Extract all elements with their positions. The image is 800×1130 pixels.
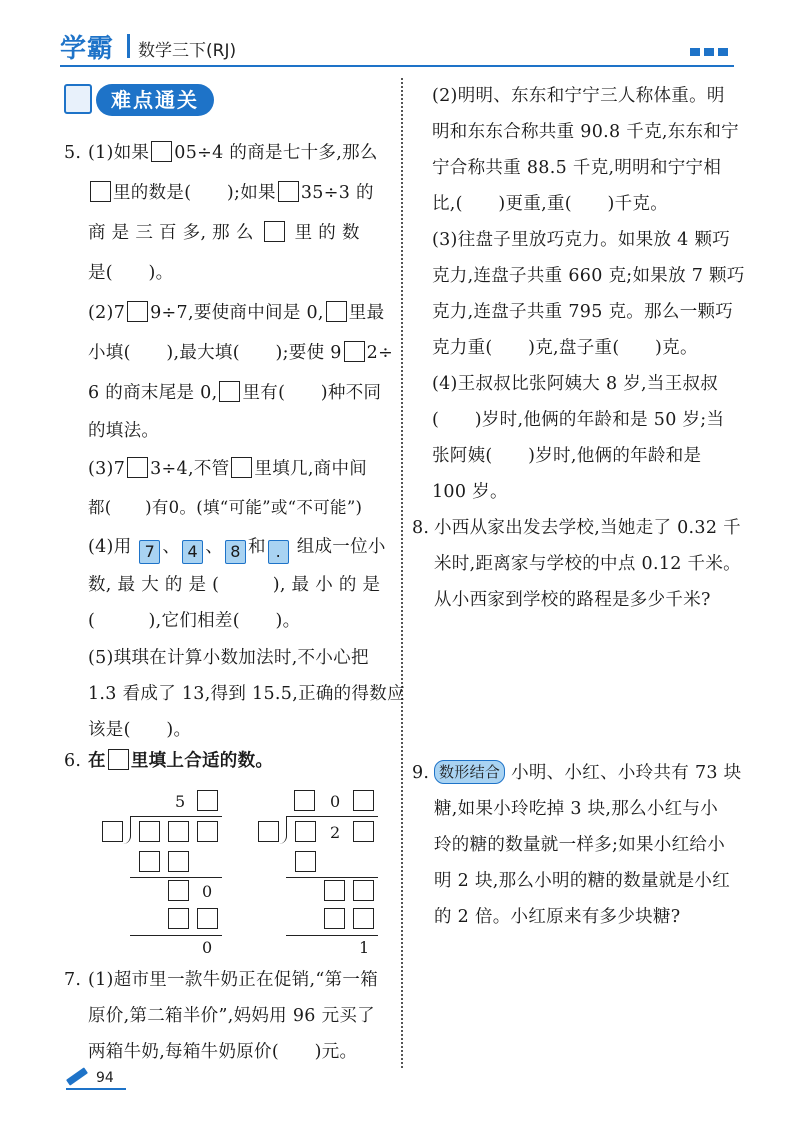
q8-line2: 米时,距离家与学校的中点 0.12 千米。 [434,554,741,574]
remainder: 0 [202,938,213,957]
section-banner [64,82,214,118]
digit-card: 8 [225,540,246,564]
q8-number: 8. [412,518,430,538]
page-number: 94 [96,1070,114,1086]
notebook-icon [64,84,92,114]
q5-p3-line1: (3)7 3÷4,不管 里填几,商中间 [88,459,368,479]
q6-number: 6. [64,751,82,771]
digit: 0 [202,882,213,901]
answer-box[interactable] [353,790,374,811]
q7-line3: 两箱牛奶,每箱牛奶原价( )元。 [88,1042,358,1062]
divisor-box[interactable] [102,821,123,842]
answer-box[interactable] [197,908,218,929]
quotient-digit: 0 [330,792,341,811]
answer-box[interactable] [127,457,148,478]
q9-line4: 明 2 块,那么小明的糖的数量就是小红 [434,871,731,891]
q5-p3-line2: 都( )有0。(填“可能”或“不可能”) [88,498,363,517]
q5-p1-line1: (1)如果 05÷4 的商是七十多,那么 [88,143,378,163]
brand-logo: 学霸 [60,34,115,64]
q7-line1: (1)超市里一款牛奶正在促销,“第一箱 [88,970,378,990]
answer-box[interactable] [108,749,129,770]
q5-p5-line3: 该是( )。 [88,720,192,740]
q7-line2: 原价,第二箱半价”,妈妈用 96 元买了 [88,1006,375,1026]
q7-part4-line2: ( )岁时,他俩的年龄和是 50 岁;当 [432,410,725,430]
q7-part3-line3: 克力,连盘子共重 795 克。那么一颗巧 [432,302,734,322]
q5-p2-line1: (2)7 9÷7,要使商中间是 0, 里最 [88,303,385,323]
section-title: 难点通关 [96,84,214,116]
answer-box[interactable] [326,301,347,322]
q9-line3: 玲的糖的数量就一样多;如果小红给小 [434,835,725,855]
header-decoration [690,48,700,56]
q9-line5: 的 2 倍。小红原来有多少块糖? [434,907,681,927]
q7-part2-line1: (2)明明、东东和宁宁三人称体重。明 [432,86,725,106]
subject-title: 数学三下(RJ) [138,41,237,61]
answer-box[interactable] [168,821,189,842]
answer-box[interactable] [90,181,111,202]
answer-box[interactable] [139,821,160,842]
answer-box[interactable] [324,908,345,929]
q6-prompt: 在 里填上合适的数。 [88,751,274,771]
subtraction-line [130,935,222,936]
answer-box[interactable] [219,381,240,402]
subtraction-line [130,877,222,878]
division-bar [286,816,378,817]
q7-number: 7. [64,970,82,990]
answer-box[interactable] [295,821,316,842]
answer-box[interactable] [353,908,374,929]
answer-box[interactable] [278,181,299,202]
divisor-box[interactable] [258,821,279,842]
q5-p1-line2: 里的数是( );如果 35÷3 的 [88,175,374,212]
answer-box[interactable] [295,851,316,872]
q7-part2-line3: 宁合称共重 88.5 千克,明明和宁宁相 [432,158,722,178]
footer-rule [66,1088,126,1090]
q5-number: 5. [64,143,82,163]
q7-part4-line4: 100 岁。 [432,482,508,502]
header-decoration [704,48,714,56]
answer-box[interactable] [353,821,374,842]
answer-box[interactable] [264,221,285,242]
remainder: 1 [359,938,370,957]
division-bracket [122,816,131,844]
q5-p2-line3: 6 的商末尾是 0, 里有( )种不同 [88,383,382,403]
header-decoration [718,48,728,56]
q5-p4-line2: 数, 最 大 的 是 ( ), 最 小 的 是 [88,575,381,595]
answer-box[interactable] [127,301,148,322]
division-bar [130,816,222,817]
q7-part4-line1: (4)王叔叔比张阿姨大 8 岁,当王叔叔 [432,374,719,394]
header-rule [60,65,734,67]
digit-card: 4 [182,540,203,564]
answer-box[interactable] [344,341,365,362]
answer-box[interactable] [294,790,315,811]
q7-part3-line4: 克力重( )克,盘子重( )克。 [432,338,698,358]
pencil-icon [66,1067,88,1085]
q5-p5-line1: (5)琪琪在计算小数加法时,不小心把 [88,648,369,668]
answer-box[interactable] [197,821,218,842]
q7-part3-line2: 克力,连盘子共重 660 克;如果放 7 颗巧 [432,266,745,286]
q5-p2-line2: 小填( ),最大填( );要使 9 2÷ [88,343,394,363]
q5-p4-line1: (4)用 7 、 4 、 8 和 . 组成一位小 [88,529,386,566]
q8-line1: 小西从家出发去学校,当她走了 0.32 千 [434,518,741,538]
digit-card: 7 [139,540,160,564]
topic-tag: 数形结合 [434,760,505,784]
q5-p5-line2: 1.3 看成了 13,得到 15.5,正确的得数应 [88,684,405,704]
q5-p2-line4: 的填法。 [88,421,160,441]
answer-box[interactable] [168,908,189,929]
answer-box[interactable] [231,457,252,478]
q7-part2-line2: 明和东东合称共重 90.8 千克,东东和宁 [432,122,739,142]
answer-box[interactable] [151,141,172,162]
digit: 2 [330,823,341,842]
q9-line1: 数形结合 小明、小红、小玲共有 73 块 [434,755,741,792]
division-bracket [278,816,287,844]
answer-box[interactable] [324,880,345,901]
answer-box[interactable] [197,790,218,811]
subtraction-line [286,877,378,878]
answer-box[interactable] [139,851,160,872]
answer-box[interactable] [168,851,189,872]
quotient-digit: 5 [175,792,186,811]
q9-number: 9. [412,763,430,783]
q5-p1-line3: 商 是 三 百 多, 那 么 里 的 数 [88,223,360,243]
q7-part2-line4: 比,( )更重,重( )千克。 [432,194,669,214]
logo-divider [127,34,130,58]
answer-box[interactable] [168,880,189,901]
q7-part3-line1: (3)往盘子里放巧克力。如果放 4 颗巧 [432,230,731,250]
q7-part4-line3: 张阿姨( )岁时,他俩的年龄和是 [432,446,702,466]
answer-box[interactable] [353,880,374,901]
column-divider [401,78,403,1068]
q5-p1-line4: 是( )。 [88,263,174,283]
decimal-point-card: . [268,540,289,564]
q5-p4-line3: ( ),它们相差( )。 [88,611,301,631]
q9-line2: 糖,如果小玲吃掉 3 块,那么小红与小 [434,799,719,819]
q8-line3: 从小西家到学校的路程是多少千米? [434,590,711,610]
subtraction-line [286,935,378,936]
division-diagram-1 [100,790,230,960]
division-diagram-2 [256,790,386,960]
